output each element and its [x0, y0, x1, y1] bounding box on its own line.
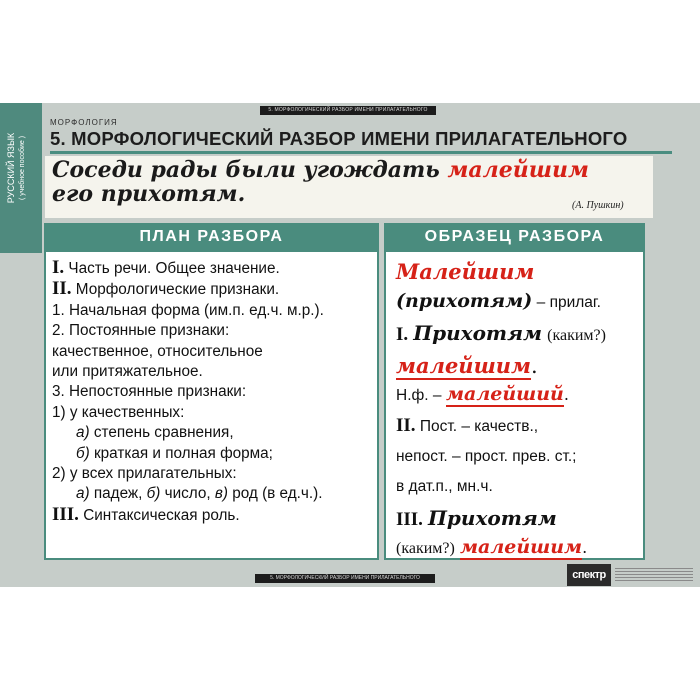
quote-line1: Соседи рады были угождать [52, 157, 440, 183]
letter-marker: а) [76, 424, 90, 442]
title-underline [50, 151, 672, 154]
plan-item [52, 423, 324, 443]
plan-text: Морфологические признаки. [75, 281, 280, 299]
roman-numeral: II. [52, 278, 72, 300]
sample-line: непост. – прост. прев. ст.; [396, 448, 577, 465]
sample-question: (каким?) [547, 327, 606, 344]
plan-text: степень сравнения, [93, 424, 234, 442]
plan-item [52, 444, 324, 464]
sample-adjective: малейшим [396, 353, 532, 378]
sidebar-subject [6, 98, 28, 238]
plan-item: 2) у всех прилагательных: [52, 465, 237, 483]
sample-noun: Прихотям [413, 321, 543, 345]
plan-header: ПЛАН РАЗБОРА [44, 223, 379, 250]
plan-text: число, [164, 485, 211, 503]
roman-numeral: II. [396, 415, 416, 436]
letter-marker: а) [76, 485, 90, 503]
letter-marker: б) [146, 485, 161, 503]
plan-text: Часть речи. Общее значение. [68, 260, 280, 277]
letter-marker: в) [214, 485, 228, 503]
letter-marker: б) [76, 444, 90, 462]
sample-line [396, 351, 641, 381]
sample-line [396, 411, 641, 442]
quote [52, 158, 589, 206]
sample-content [396, 257, 641, 558]
roman-numeral: I. [396, 324, 409, 345]
sample-text: Пост. – качеств., [419, 418, 539, 435]
roman-numeral: III. [52, 503, 79, 525]
plan-text: падеж, [93, 485, 143, 503]
sample-line [396, 318, 641, 351]
publisher-logo: спектр [567, 564, 611, 586]
sample-adjective: малейшим [459, 536, 583, 558]
plan-item: 2. Постоянные признаки: [52, 322, 230, 340]
plan-item [52, 505, 324, 526]
plan-item [52, 258, 324, 279]
page-title: 5. МОРФОЛОГИЧЕСКИЙ РАЗБОР ИМЕНИ ПРИЛАГАТЕЛЬНОГО [50, 128, 628, 149]
sample-line [396, 287, 641, 318]
punctuation: . [531, 354, 538, 378]
top-strip: 5. МОРФОЛОГИЧЕСКИЙ РАЗБОР ИМЕНИ ПРИЛАГАТЕЛЬНОГО [260, 106, 436, 115]
plan-item: 1. Начальная форма (им.п. ед.ч. м.р.). [52, 301, 324, 319]
sample-word: Малейшим [396, 259, 535, 284]
plan-item [52, 484, 324, 504]
plan-text: краткая и полная форма; [93, 444, 273, 462]
bottom-strip: 5. МОРФОЛОГИЧЕСКИЙ РАЗБОР ИМЕНИ ПРИЛАГАТЕЛЬНОГО [255, 574, 435, 583]
punctuation: . [563, 385, 569, 404]
plan-list [52, 258, 324, 526]
quote-line2: его прихотям. [52, 181, 246, 207]
publisher-info [615, 566, 693, 584]
quote-highlight: малейшим [447, 157, 589, 183]
sample-noun: Прихотям [428, 506, 557, 530]
sample-phrase: (прихотям) [396, 290, 533, 312]
sample-line: в дат.п., мн.ч. [396, 478, 493, 495]
sample-line [396, 381, 641, 411]
plan-item: качественное, относительное [52, 342, 263, 360]
sample-header: ОБРАЗЕЦ РАЗБОРА [384, 223, 645, 250]
punctuation: . [582, 538, 588, 557]
sample-pos: – прилаг. [536, 294, 601, 311]
plan-text: Синтаксическая роль. [83, 506, 240, 524]
sample-initial-form: малейший [445, 383, 564, 405]
plan-item: 3. Непостоянные признаки: [52, 383, 247, 401]
roman-numeral: I. [52, 257, 65, 278]
sample-line [396, 502, 641, 536]
sidebar-subject-title: РУССКИЙ ЯЗЫК [6, 132, 16, 204]
quote-author: (А. Пушкин) [572, 200, 624, 211]
sample-line [396, 536, 641, 558]
section-label: МОРФОЛОГИЯ [50, 118, 118, 127]
plan-text: род (в ед.ч.). [232, 485, 323, 503]
plan-item: или притяжательное. [52, 363, 203, 381]
sample-question: (каким?) [396, 540, 455, 557]
sidebar-subject-subtitle: ( учебное пособие ) [19, 135, 26, 201]
plan-item [52, 279, 324, 300]
sample-nf-label: Н.ф. – [396, 387, 442, 404]
plan-item: 1) у качественных: [52, 403, 185, 421]
roman-numeral: III. [396, 509, 423, 530]
